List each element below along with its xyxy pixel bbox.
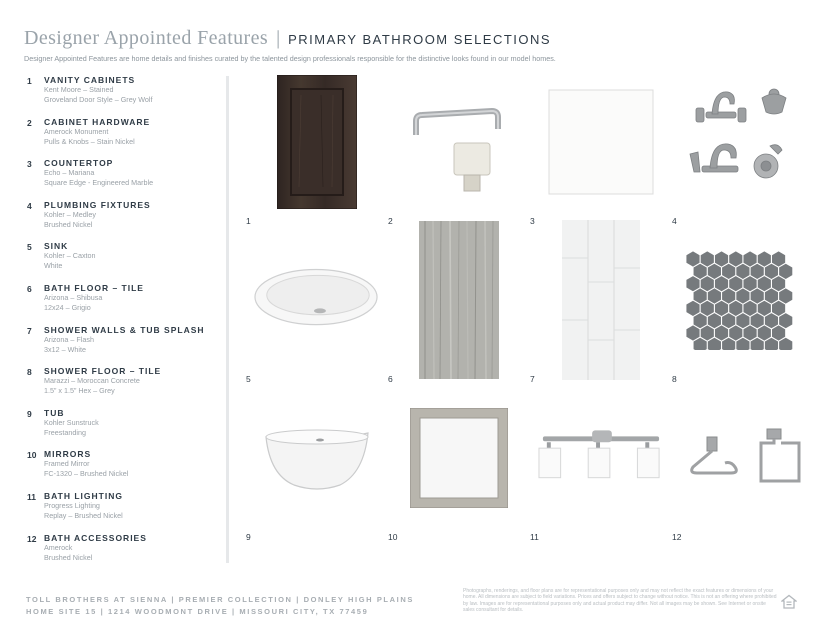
hex-tile [772,325,785,340]
cabinet-door-image [253,74,381,210]
hex-tile [751,313,764,328]
hex-tile [708,288,721,303]
hex-tile [765,338,778,350]
hex-tile [694,264,707,279]
gallery-number: 4 [672,216,677,226]
selection-item-5 [27,241,227,283]
countertop-swatch-image [537,74,665,210]
item-detail-2: Brushed Nickel [44,552,93,562]
gallery-cell-11 [527,386,667,542]
item-detail-1: Kohler – Medley [44,209,96,219]
framed-mirror-image [395,390,523,526]
hex-tile [686,301,699,316]
hex-tile [722,288,735,303]
item-detail-1: Echo – Mariana [44,168,95,178]
hex-tile [743,276,756,291]
hex-tile [701,251,714,266]
gallery-cell-1 [243,70,383,226]
hex-tile [736,313,749,328]
item-number: 1 [27,76,32,86]
selection-item-3 [27,158,227,200]
gallery-number: 9 [246,532,251,542]
hex-tile [772,301,785,316]
vertical-divider [226,76,229,563]
hex-tile [686,276,699,291]
towel-ring-and-bar-image [679,390,807,526]
hex-tile [729,251,742,266]
gallery-cell-8 [669,228,809,384]
header [24,27,804,63]
faucet-set-image [679,74,807,210]
hex-tile [736,338,749,350]
item-title: BATH FLOOR – TILE [44,282,144,293]
gallery-cell-10 [385,386,525,542]
item-detail-2: Pulls & Knobs – Stain Nickel [44,136,135,146]
hex-tile [694,288,707,303]
selection-item-10 [27,449,227,491]
gallery-number: 1 [246,216,251,226]
hex-tile [765,288,778,303]
item-title: SHOWER FLOOR – TILE [44,366,162,377]
item-title: CABINET HARDWARE [44,116,151,127]
item-detail-2: 1.5” x 1.5” Hex – Grey [44,386,115,396]
hex-tile [758,251,771,266]
hex-tile [758,301,771,316]
item-detail-2: Square Edge - Engineered Marble [44,178,154,188]
gallery-number: 7 [530,374,535,384]
hex-tile [708,338,721,350]
item-detail-2: Brushed Nickel [44,219,93,229]
item-title: COUNTERTOP [44,158,114,169]
hex-tile [743,301,756,316]
disclaimer-text: Photographs, renderings, and floor plans are for representational purposes only and may not reflect the exact features or dimensions of your home. All dimensions are subject to field variations. Prices and offers subject to change without notice. This is not an offering where prohibited by law. Images are for representational purposes only and actual product may differ. Not all images may be shown. See Internet or onsite sales consultant for details. [463,588,777,614]
hex-tile [758,325,771,340]
hex-tile [715,276,728,291]
selection-item-7 [27,325,227,367]
hex-tile [743,251,756,266]
item-title: BATH ACCESSORIES [44,532,147,543]
selection-item-6 [27,283,227,325]
selection-list [27,75,227,574]
item-number: 11 [27,491,36,502]
item-number: 3 [27,159,32,170]
hex-tile [765,313,778,328]
item-number: 8 [27,367,32,378]
footer [26,594,414,618]
gallery-number: 10 [388,532,398,542]
selection-item-11 [27,491,227,533]
hex-tile [779,313,792,328]
item-detail-2: 3x12 – White [44,344,86,354]
item-number: 9 [27,408,32,419]
item-detail-1: Kohler Sunstruck [44,417,99,427]
item-detail-1: Amerock Monument [44,126,109,136]
selection-item-8 [27,366,227,408]
hex-tile [701,276,714,291]
hex-tile [779,288,792,303]
hex-tile [751,288,764,303]
gallery-cell-4 [669,70,809,226]
hex-tile [722,313,735,328]
item-detail-1: Marazzi – Moroccan Concrete [44,376,140,386]
hex-tile [751,338,764,350]
hex-tile [715,325,728,340]
item-number: 7 [27,325,32,336]
selection-item-1 [27,75,227,117]
title-row [24,27,804,50]
gallery-number: 6 [388,374,393,384]
item-number: 6 [27,283,32,294]
item-title: SINK [44,241,69,252]
hex-tile [779,264,792,279]
item-title: SHOWER WALLS & TUB SPLASH [44,324,205,335]
item-detail-1: Arizona – Shibusa [44,292,103,302]
hex-tile [722,338,735,350]
item-detail-2: Groveland Door Style – Grey Wolf [44,95,153,104]
hex-tile [751,264,764,279]
item-detail-2: White [44,261,63,271]
hex-tile [686,325,699,340]
gallery-cell-5 [243,228,383,384]
hex-tile [694,313,707,328]
item-title: PLUMBING FIXTURES [44,199,151,210]
hex-tile [701,325,714,340]
item-detail-2: Replay – Brushed Nickel [44,510,123,520]
hex-tile [715,301,728,316]
item-detail-1: Framed Mirror [44,459,90,469]
item-detail-1: Arizona – Flash [44,334,94,344]
hex-tile [701,301,714,316]
hex-tile [729,325,742,340]
selection-item-2 [27,117,227,159]
selection-item-9 [27,408,227,450]
hex-mosaic-tile-image [679,232,807,368]
item-title: MIRRORS [44,449,92,460]
gallery-number: 12 [672,532,682,542]
hex-tile [765,264,778,279]
hex-tile [715,251,728,266]
equal-housing-opportunity-icon [781,594,797,610]
hex-tile [736,288,749,303]
wood-look-tile-image [395,232,523,368]
gallery-cell-6 [385,228,525,384]
item-number: 4 [27,200,32,211]
gallery-number: 3 [530,216,535,226]
gallery-cell-7 [527,228,667,384]
gallery-number: 5 [246,374,251,384]
page-subtitle: PRIMARY BATHROOM SELECTIONS [288,32,552,47]
gallery-cell-2 [385,70,525,226]
item-number: 2 [27,117,32,128]
community-line: TOLL BROTHERS AT SIENNA | PREMIER COLLECTION | DONLEY HIGH PLAINS [26,595,414,604]
hex-tile [779,338,792,350]
item-detail-2: FC-1320 – Brushed Nickel [44,469,129,479]
hex-tile [772,251,785,266]
undermount-sink-image [253,232,381,368]
hex-tile [758,276,771,291]
item-detail-2: 12x24 – Grigio [44,302,91,312]
page-title: Designer Appointed Features [24,27,269,49]
freestanding-tub-image [253,390,381,526]
hex-tile [729,301,742,316]
item-detail-1: Amerock [44,542,73,552]
gallery-cell-9 [243,386,383,542]
hex-tile [686,251,699,266]
item-number: 12 [27,533,37,544]
gallery-number: 2 [388,216,393,226]
item-number: 5 [27,242,32,253]
item-title: TUB [44,407,65,418]
hex-tile [729,276,742,291]
hex-tile [743,325,756,340]
gallery-cell-3 [527,70,667,226]
gallery-cell-12 [669,386,809,542]
white-wall-tile-image [537,232,665,368]
selection-item-4 [27,200,227,242]
selection-item-12 [27,533,227,575]
item-detail-2: Freestanding [44,427,86,437]
item-detail-1: Progress Lighting [44,500,100,510]
gallery-number: 8 [672,374,677,384]
hex-tile [708,264,721,279]
item-title: BATH LIGHTING [44,490,123,501]
gallery-number: 11 [530,532,539,542]
intro-text: Designer Appointed Features are home details and finishes curated by the talented design professionals responsible for the distinctive looks found in our model homes. [24,54,556,63]
hex-tile [708,313,721,328]
item-number: 10 [27,450,37,461]
title-separator: | [276,27,281,49]
hex-tile [736,264,749,279]
item-title: VANITY CABINETS [44,75,136,85]
hex-tile [772,276,785,291]
item-detail-1: Kent Moore – Stained [44,85,114,94]
hex-tile [722,264,735,279]
address-line: HOME SITE 15 | 1214 WOODMONT DRIVE | MISSOURI CITY, TX 77459 [26,607,369,616]
hex-tile [694,338,707,350]
pull-and-knob-image [395,74,523,210]
item-detail-1: Kohler – Caxton [44,251,96,261]
vanity-light-image [537,390,665,526]
